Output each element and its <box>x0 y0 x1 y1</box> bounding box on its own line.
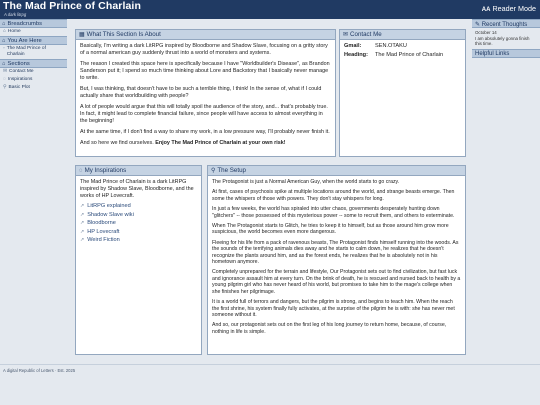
page-icon: ▫ <box>3 46 5 51</box>
inspirations-intro: The Mad Prince of Charlain is a dark LitRPG inspired by Shadow Slave, Bloodborne, and the works of HP Lovecraft. <box>80 179 194 199</box>
sidebar-item-basic-plot[interactable]: ⚲ Basic Plot <box>3 85 30 90</box>
home-icon: ⌂ <box>2 38 6 44</box>
contact-panel-body <box>340 40 465 64</box>
right-sidebar <box>472 19 540 58</box>
inspirations-panel <box>75 165 202 355</box>
grid-icon: ▦ <box>79 32 85 38</box>
inspirations-panel-body <box>76 176 201 249</box>
bulb-icon: ◌ <box>3 77 6 82</box>
about-panel-body <box>76 40 335 154</box>
inspiration-link[interactable]: ↗ LitRPG explained <box>80 203 131 209</box>
pin-icon: ⚲ <box>211 168 216 174</box>
setup-paragraph: Fleeing for his life from a pack of ravenous beasts, The Protagonist finds himself running into the woods. As the sounds of the terrifying animals dies away and he starts to calm down, he realizes that he doesn't recognize the plants around him, and as the forest ends, he realizes that he is absolutely not in his hometown anymore. <box>212 239 459 266</box>
setup-paragraph: The Protagonist is just a Normal American Guy, when the world starts to go crazy. <box>212 179 400 185</box>
site-header <box>0 0 540 19</box>
setup-panel <box>207 165 466 355</box>
about-paragraph: At the same time, if I don't find a way to share my work, in a low pressure way, I'll probably never finish it. <box>80 129 330 135</box>
home-icon: ⌂ <box>3 29 6 34</box>
recent-text: I am absolutely gonna finish this time. <box>475 35 530 47</box>
sidebar-heading-sections: ⌂ Sections <box>0 59 67 68</box>
setup-paragraph: And so, our protagonist sets out on the first leg of his long journey to return home, because, of course, nothing in life is simple. <box>212 322 447 335</box>
left-sidebar <box>0 19 67 92</box>
site-subtitle: A dark litrpg <box>4 12 27 17</box>
setup-panel-body <box>208 176 465 342</box>
pin-icon: ⚲ <box>3 85 7 90</box>
mail-icon: ✉ <box>3 69 8 74</box>
gmail-row: Gmail: SEN.OTAKU <box>344 43 407 49</box>
heading-row: Heading: The Mad Prince of Charlain <box>344 52 444 58</box>
bulb-icon: ◌ <box>79 168 83 174</box>
reader-mode-label: Reader Mode <box>492 4 536 13</box>
about-closing: And so here we find ourselves. Enjoy The Mad Prince of Charlain at your own risk! <box>80 140 286 146</box>
gmail-value[interactable]: SEN.OTAKU <box>375 43 407 49</box>
external-link-icon: ↗ <box>80 203 85 209</box>
external-link-icon: ↗ <box>80 228 85 235</box>
setup-paragraph: In just a few weeks, the world has spiraled into utter chaos, governments desperately hunting down "glitchers" -- those possessed of this mysterious power -- some to recruit them, and others to exterminate. <box>212 206 455 219</box>
recent-thoughts-heading: ✎ Recent Thoughts <box>472 19 540 28</box>
mail-icon: ✉ <box>343 32 349 38</box>
about-paragraph: A lot of people would argue that this will totally spoil the audience of the story, and... that's probably true. In fact, it might lead to complete financial failure, since people will have access to almost everything in the beginning! <box>80 104 328 124</box>
about-paragraph: The reason I created this space here is specifically because I have "Worldbuilder's Disease", as Brandon Sanderson put it; I spend so much time thinking about Lore and Backstory that I basically never manage to write. <box>80 61 330 81</box>
inspiration-link[interactable]: ↗ Bloodborne <box>80 220 116 226</box>
contact-panel <box>339 29 466 157</box>
external-link-icon: ↗ <box>80 211 85 218</box>
about-panel <box>75 29 336 157</box>
recent-date: October 14 <box>475 30 497 35</box>
contact-panel-header: ✉ Contact Me <box>340 30 465 40</box>
about-paragraph: But, I was thinking, that doesn't have to be such a terrible thing, I think! In the sense of, what if I could actually share that worldbuilding with people? <box>80 86 322 99</box>
reader-mode-icon: AA <box>481 7 491 13</box>
sidebar-heading-you-are-here: ⌂ You Are Here <box>0 36 67 45</box>
setup-paragraph: It is a world full of terrors and dangers, but the pilgrim is strong, and begins to teach him. When the reach the first shrine, his system finally fully activates, at the surprise of the pilgrim he is with: she has never met someone without it. <box>212 299 455 318</box>
site-title[interactable]: The Mad Prince of Charlain <box>3 0 141 12</box>
setup-paragraph: At first, cases of psychosis spike at multiple locations around the world, and strange beasts emerge. Then some the whispers of those with powers. They don't stay whispers for long. <box>212 189 455 202</box>
sidebar-item-home[interactable]: ⌂ Home <box>3 29 21 34</box>
reader-mode-button[interactable] <box>482 4 536 13</box>
inspiration-link[interactable]: ↗ HP Lovecraft <box>80 228 120 235</box>
sidebar-heading-breadcrumbs: ⌂ Breadcrumbs <box>0 19 67 28</box>
site-footer <box>0 364 540 405</box>
inspiration-link[interactable]: ↗ Weird Fiction <box>80 237 120 243</box>
footer-text: A digital Republic of Letters · Est. 2025 <box>3 368 76 373</box>
sidebar-item-contact[interactable]: ✉ Contact Me <box>3 69 34 74</box>
inspirations-panel-header: ◌ My Inspirations <box>76 166 201 176</box>
home-icon: ⌂ <box>2 61 6 67</box>
sidebar-item-inspirations[interactable]: ◌ Inspirations <box>3 77 33 82</box>
heading-value: The Mad Prince of Charlain <box>375 52 444 58</box>
sidebar-item-current-page[interactable]: ▫ The Mad Prince of Charlain <box>3 46 46 57</box>
pencil-icon: ✎ <box>475 22 482 28</box>
external-link-icon: ↗ <box>80 237 85 243</box>
inspiration-links <box>80 203 197 244</box>
helpful-links-heading: Helpful Links <box>472 49 540 58</box>
setup-panel-header: ⚲ The Setup <box>208 166 465 176</box>
external-link-icon: ↗ <box>80 220 85 226</box>
setup-paragraph: Completely unprepared for the terrain and lifestyle, Our Protagonist sets out to find civilization, but fast luck and ignorance assault him at every turn. On the brink of death, he is rescued and nursed back to health by a young pilgrim girl who has never heard of his world, but promises to take him to the mage's college when she finishes her pilgrimage. <box>212 269 461 295</box>
recent-thoughts-body <box>472 28 540 49</box>
home-icon: ⌂ <box>2 21 6 27</box>
about-panel-header: ▦ What This Section Is About <box>76 30 335 40</box>
setup-paragraph: When The Protagonist starts to Glitch, he tries to keep it to himself, but as those around him grow more suspicious, the world becomes even more dangerous. <box>212 223 449 236</box>
about-paragraph: Basically, I'm writing a dark LitRPG inspired by Bloodborne and Shadow Slave, focusing on a gritty story of a normal american guy suddenly thrust into a world of monsters and systems. <box>80 43 328 56</box>
inspiration-link[interactable]: ↗ Shadow Slave wiki <box>80 211 134 218</box>
